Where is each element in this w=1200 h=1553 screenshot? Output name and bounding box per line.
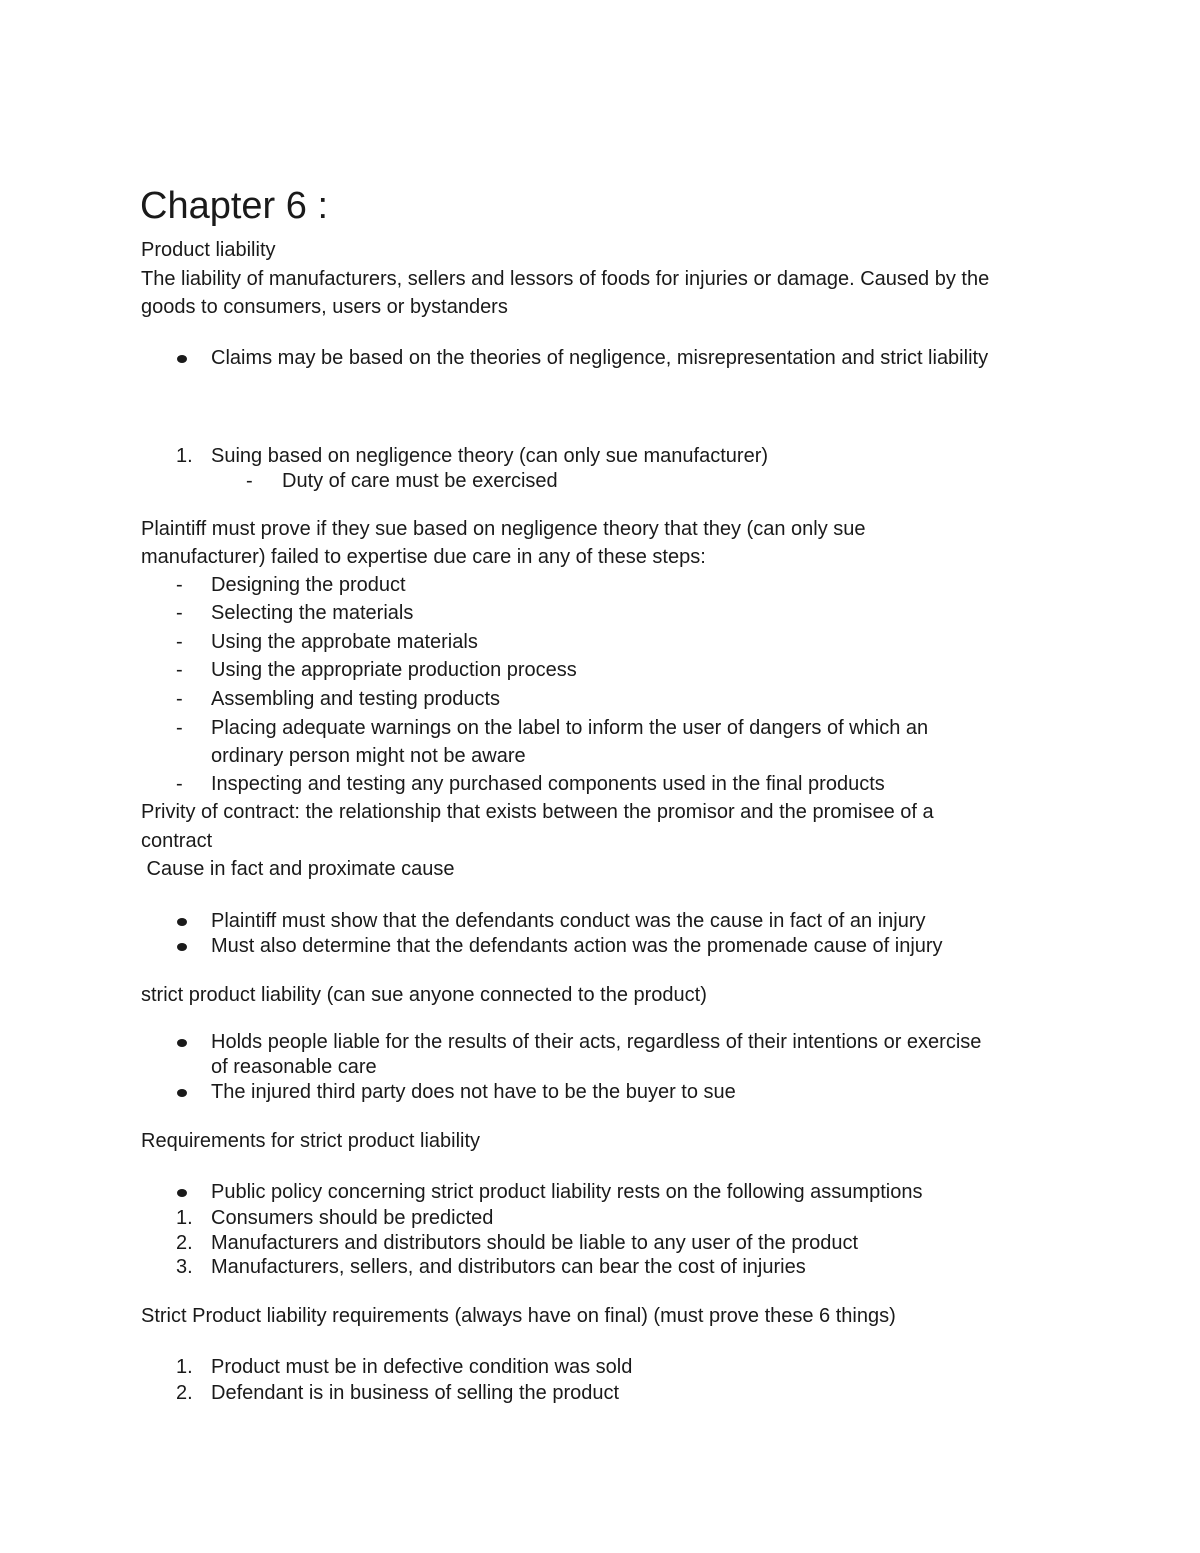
dash-marker: - — [246, 470, 253, 492]
dash-marker: - — [176, 631, 183, 653]
dash-marker: - — [176, 574, 183, 596]
bullet-dot — [177, 1089, 187, 1097]
plaintiff-prove-line-1: Plaintiff must prove if they sue based on negligence theory that they (can only sue — [141, 518, 866, 540]
list-number: 1. — [176, 1356, 193, 1378]
strict-bullet-holds-line-2: of reasonable care — [211, 1056, 377, 1078]
dash-marker: - — [176, 659, 183, 681]
bullet-dot — [177, 1189, 187, 1197]
negligence-item-text: Suing based on negligence theory (can only sue manufacturer) — [211, 445, 769, 467]
bullet-dot — [177, 918, 187, 926]
list-number: 1. — [176, 1207, 193, 1229]
list-number: 3. — [176, 1256, 193, 1278]
definition-line-2: goods to consumers, users or bystanders — [141, 296, 508, 318]
privity-line-1: Privity of contract: the relationship that exists between the promisor and the promisee of a — [141, 801, 934, 823]
bullet-dot — [177, 355, 187, 363]
bullet-dot — [177, 943, 187, 951]
final-business: Defendant is in business of selling the product — [211, 1382, 620, 1404]
dash-marker: - — [176, 602, 183, 624]
requirements-heading: Requirements for strict product liability — [141, 1130, 481, 1152]
strict-bullet-injured: The injured third party does not have to be the buyer to sue — [211, 1081, 736, 1103]
final-heading: Strict Product liability requirements (always have on final) (must prove these 6 things) — [141, 1305, 896, 1327]
bullet-dot — [177, 1039, 187, 1047]
cause-heading: Cause in fact and proximate cause — [141, 858, 455, 880]
claims-bullet-text: Claims may be based on the theories of negligence, misrepresentation and strict liability — [211, 347, 989, 369]
definition-line-1: The liability of manufacturers, sellers and lessors of foods for injuries or damage. Caused by the — [141, 268, 990, 290]
privity-line-2: contract — [141, 830, 213, 852]
list-number: 1. — [176, 445, 193, 467]
negligence-subitem-text: Duty of care must be exercised — [282, 470, 558, 492]
strict-bullet-holds-line-1: Holds people liable for the results of their acts, regardless of their intentions or exercise — [211, 1031, 982, 1053]
step-selecting: Selecting the materials — [211, 602, 414, 624]
cause-bullet-2: Must also determine that the defendants action was the promenade cause of injury — [211, 935, 943, 957]
page-title: Chapter 6 : — [140, 185, 328, 227]
step-assembling: Assembling and testing products — [211, 688, 501, 710]
requirements-bear-cost: Manufacturers, sellers, and distributors can bear the cost of injuries — [211, 1256, 806, 1278]
step-warnings-line-2: ordinary person might not be aware — [211, 745, 526, 767]
step-using-materials: Using the approbate materials — [211, 631, 478, 653]
final-defective: Product must be in defective condition was sold — [211, 1356, 633, 1378]
dash-marker: - — [176, 717, 183, 739]
step-inspecting: Inspecting and testing any purchased components used in the final products — [211, 773, 885, 795]
cause-bullet-1: Plaintiff must show that the defendants conduct was the cause in fact of an injury — [211, 910, 926, 932]
product-liability-heading: Product liability — [141, 239, 276, 261]
dash-marker: - — [176, 688, 183, 710]
step-designing: Designing the product — [211, 574, 406, 596]
step-using-process: Using the appropriate production process — [211, 659, 577, 681]
list-number: 2. — [176, 1232, 193, 1254]
dash-marker: - — [176, 773, 183, 795]
list-number: 2. — [176, 1382, 193, 1404]
requirements-public-policy: Public policy concerning strict product liability rests on the following assumptions — [211, 1181, 923, 1203]
step-warnings-line-1: Placing adequate warnings on the label to inform the user of dangers of which an — [211, 717, 929, 739]
plaintiff-prove-line-2: manufacturer) failed to expertise due care in any of these steps: — [141, 546, 706, 568]
strict-heading: strict product liability (can sue anyone connected to the product) — [141, 984, 707, 1006]
requirements-manufacturers-distributors: Manufacturers and distributors should be liable to any user of the product — [211, 1232, 859, 1254]
requirements-consumers: Consumers should be predicted — [211, 1207, 494, 1229]
